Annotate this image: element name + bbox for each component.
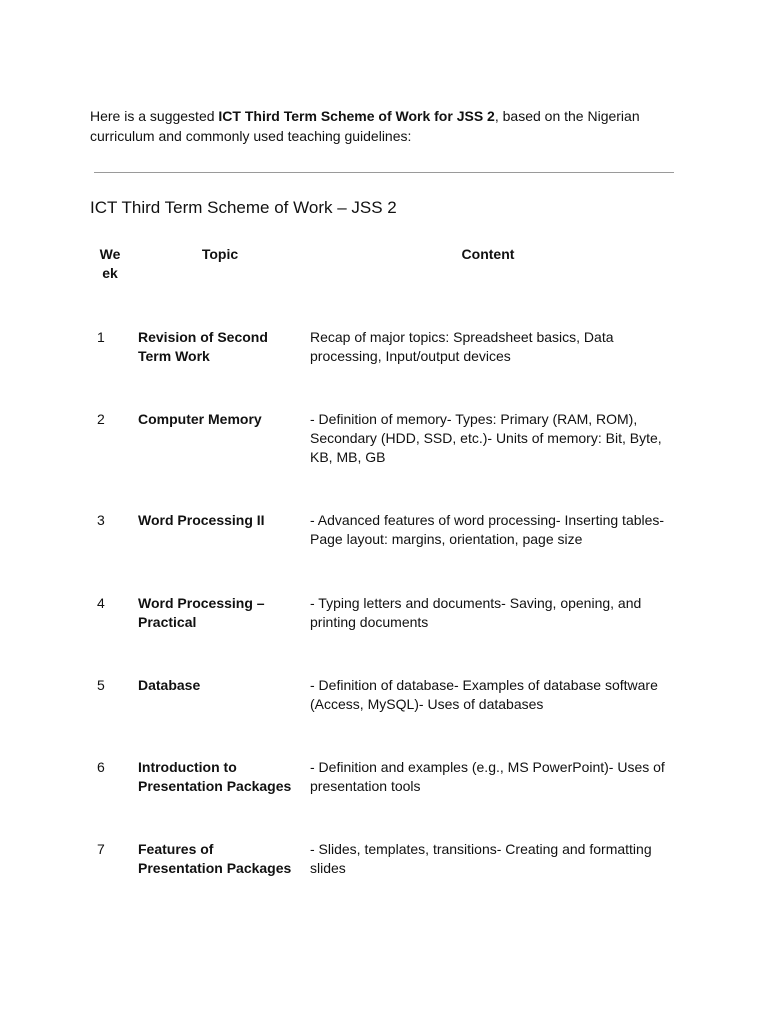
content-cell: - Slides, templates, transitions- Creating and formatting slides: [310, 841, 652, 876]
horizontal-divider: [94, 172, 674, 173]
week-cell: 5: [97, 677, 105, 693]
week-cell: 4: [97, 595, 105, 611]
content-cell: - Definition and examples (e.g., MS PowerPoint)- Uses of presentation tools: [310, 759, 665, 794]
column-header-week: Week: [99, 246, 121, 281]
topic-cell: Computer Memory: [138, 411, 262, 427]
content-cell: - Definition of memory- Types: Primary (RAM, ROM), Secondary (HDD, SSD, etc.)- Units of memory: Bit, Byte, KB, MB, GB: [310, 411, 662, 465]
intro-paragraph: [90, 106, 680, 146]
week-cell: 1: [97, 329, 105, 345]
week-cell: 3: [97, 512, 105, 528]
scheme-table: [90, 243, 674, 900]
topic-cell: Word Processing – Practical: [138, 595, 265, 630]
topic-cell: Database: [138, 677, 201, 693]
topic-cell: Word Processing II: [138, 512, 265, 528]
topic-cell: Introduction to Presentation Packages: [138, 759, 292, 794]
content-cell: - Definition of database- Examples of database software (Access, MySQL)- Uses of databases: [310, 677, 658, 712]
table-row: [90, 758, 674, 840]
column-header-content: Content: [461, 246, 515, 262]
week-cell: 6: [97, 759, 105, 775]
table-row: [90, 328, 674, 410]
table-row: [90, 511, 674, 594]
week-cell: 7: [97, 841, 105, 857]
table-row: [90, 840, 674, 900]
topic-cell: Features of Presentation Packages: [138, 841, 292, 876]
topic-cell: Revision of Second Term Work: [138, 329, 268, 364]
intro-text-pre: Here is a suggested: [90, 108, 219, 124]
table-row: [90, 410, 674, 511]
content-cell: Recap of major topics: Spreadsheet basics, Data processing, Input/output devices: [310, 329, 614, 364]
column-header-topic: Topic: [201, 246, 239, 262]
section-heading: ICT Third Term Scheme of Work – JSS 2: [90, 198, 397, 217]
intro-text-post: , based on the Nigerian curriculum and commonly used teaching guidelines:: [90, 108, 640, 144]
table-row: [90, 594, 674, 676]
table-row: [90, 676, 674, 758]
table-header-row: [90, 243, 674, 328]
intro-text-bold: ICT Third Term Scheme of Work for JSS 2: [218, 108, 495, 124]
week-cell: 2: [97, 411, 105, 427]
content-cell: - Typing letters and documents- Saving, opening, and printing documents: [310, 595, 642, 630]
content-cell: - Advanced features of word processing- Inserting tables- Page layout: margins, orientation, page size: [310, 512, 665, 547]
